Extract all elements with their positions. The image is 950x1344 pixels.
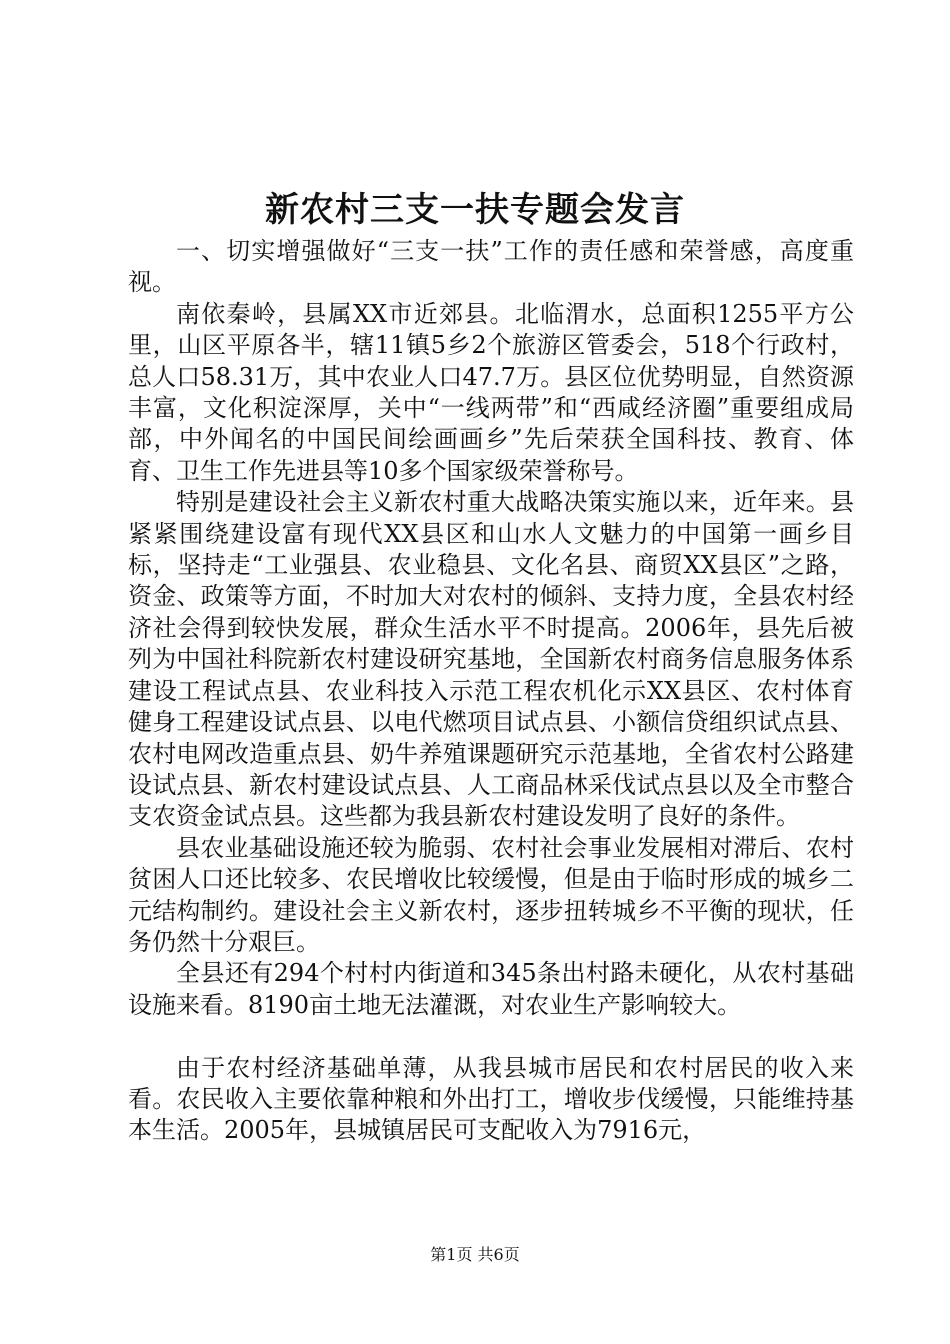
paragraph-5: 全县还有294个村村内街道和345条出村路未硬化，从农村基础设施来看。8190亩土地无法灌溉，对农业生产影响较大。 xyxy=(128,959,854,1019)
paragraph-1: 一、切实增强做好“三支一扶”工作的责任感和荣誉感，高度重视。 xyxy=(128,237,854,297)
paragraph-6: 由于农村经济基础单薄，从我县城市居民和农村居民的收入来看。农民收入主要依靠种粮和外出打工，增收步伐缓慢，只能维持基本生活。2005年，县城镇居民可支配收入为7916元， xyxy=(128,1053,854,1145)
document-body xyxy=(128,236,854,1147)
paragraph-4: 县农业基础设施还较为脆弱、农村社会事业发展相对滞后、农村贫困人口还比较多、农民增收比较缓慢，但是由于临时形成的城乡二元结构制约。建设社会主义新农村，逐步扭转城乡不平衡的现状，任务仍然十分艰巨。 xyxy=(128,833,854,956)
paragraph-3: 特别是建设社会主义新农村重大战略决策实施以来，近年来。县紧紧围绕建设富有现代XX县区和山水人文魅力的中国第一画乡目标，坚持走“工业强县、农业稳县、文化名县、商贸XX县区”之路，资金、政策等方面，不时加大对农村的倾斜、支持力度，全县农村经济社会得到较快发展，群众生活水平不时提高。2006年，县先后被列为中国社科院新农村建设研究基地，全国新农村商务信息服务体系建设工程试点县、农业科技入示范工程农机化示XX县区、农村体育健身工程建设试点县、以电代燃项目试点县、小额信贷组织试点县、农村电网改造重点县、奶牛养殖课题研究示范基地，全省农村公路建设试点县、新农村建设试点县、人工商品林采伐试点县以及全市整合支农资金试点县。这些都为我县新农村建设发明了良好的条件。 xyxy=(128,488,854,831)
document-title: 新农村三支一扶专题会发言 xyxy=(265,190,685,230)
paragraph-2: 南依秦岭，县属XX市近郊县。北临渭水，总面积1255平方公里，山区平原各半，辖11镇5乡2个旅游区管委会，518个行政村，总人口58.31万，其中农业人口47.7万。县区位优势明显，自然资源丰富，文化积淀深厚，关中“一线两带”和“西咸经济圈”重要组成局部，中外闻名的中国民间绘画画乡”先后荣获全国科技、教育、体育、卫生工作先进县等10多个国家级荣誉称号。 xyxy=(128,299,854,485)
page-indicator: 第1页 共6页 xyxy=(430,1245,520,1264)
